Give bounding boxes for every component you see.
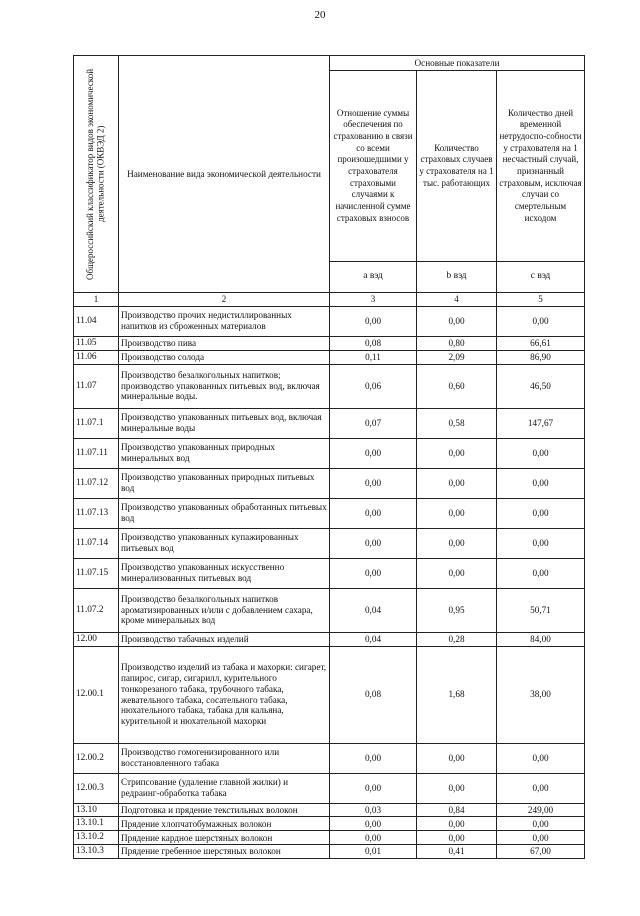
indicator-b-cell: 0,28 — [417, 632, 497, 646]
indicators-group-label: Основные показатели — [414, 57, 500, 68]
table-row — [74, 632, 585, 646]
activity-name-cell: Производство солода — [119, 350, 330, 364]
indicator-b-cell: 0,41 — [417, 845, 497, 859]
table-row — [74, 528, 585, 558]
column-number: 4 — [417, 293, 497, 307]
indicator-b-cell: 0,80 — [417, 336, 497, 350]
activity-name-cell: Производство безалкогольных напитков ароматизированных и/или с добавлением сахара, кроме минеральных вод — [119, 588, 330, 632]
indicator-a-cell: 0,04 — [330, 632, 417, 646]
indicator-c-cell: 38,00 — [497, 646, 585, 743]
indicator-b-cell: 0,00 — [417, 831, 497, 845]
okved-code-cell: 11.07.12 — [74, 468, 119, 498]
activity-name-cell: Производство прочих недистиллированных напитков из сброженных материалов — [119, 306, 330, 336]
activity-header — [119, 56, 330, 293]
indicator-b-cell: 2,09 — [417, 350, 497, 364]
activity-name-cell: Подготовка и прядение текстильных волокон — [119, 803, 330, 817]
col-a-header — [330, 71, 417, 262]
table-row — [74, 408, 585, 438]
activity-name-cell: Производство табачных изделий — [119, 632, 330, 646]
indicator-a-cell: 0,00 — [330, 558, 417, 588]
indicator-c-cell: 0,00 — [497, 743, 585, 773]
table-row — [74, 350, 585, 364]
indicator-a-cell: 0,00 — [330, 743, 417, 773]
indicator-c-cell: 67,00 — [497, 845, 585, 859]
indicator-c-cell: 0,00 — [497, 468, 585, 498]
indicator-b-cell: 0,00 — [417, 528, 497, 558]
table-row — [74, 773, 585, 803]
col-b-label: Количество страховых случаев у страхователя на 1 тыс. работающих — [419, 142, 494, 188]
col-c-header — [497, 71, 585, 262]
column-number: 2 — [119, 293, 330, 307]
table-row — [74, 306, 585, 336]
activity-name-cell: Прядение гребенное шерстяных волокон — [119, 845, 330, 859]
indicator-c-cell: 66,61 — [497, 336, 585, 350]
indicator-b-cell: 0,00 — [417, 743, 497, 773]
indicator-c-cell: 147,67 — [497, 408, 585, 438]
table-body — [74, 306, 585, 859]
indicator-c-cell: 0,00 — [497, 773, 585, 803]
indicator-c-cell: 0,00 — [497, 558, 585, 588]
indicator-c-cell: 0,00 — [497, 528, 585, 558]
okved-code-cell: 11.07.2 — [74, 588, 119, 632]
table-row — [74, 743, 585, 773]
okved-code-cell: 11.07.1 — [74, 408, 119, 438]
col-b-header — [417, 71, 497, 262]
indicator-c-cell: 0,00 — [497, 498, 585, 528]
indicator-b-cell: 0,00 — [417, 306, 497, 336]
activity-name-cell: Производство упакованных природных минеральных вод — [119, 438, 330, 468]
table-row — [74, 845, 585, 859]
indicator-a-cell: 0,08 — [330, 646, 417, 743]
table-row — [74, 831, 585, 845]
indicator-b-cell: 0,00 — [417, 438, 497, 468]
indicator-c-cell: 84,00 — [497, 632, 585, 646]
col-c-label: Количество дней временной нетрудоспо-собности у страхователя на 1 несчастный случай, признанный страховым, исключая случаи со смертельным исходом — [499, 107, 582, 223]
activity-name-cell: Производство гомогенизированного или восстановленного табака — [119, 743, 330, 773]
indicator-b-cell: 0,00 — [417, 773, 497, 803]
indicator-b-cell: 0,84 — [417, 803, 497, 817]
okved-code-cell: 11.07 — [74, 364, 119, 408]
indicator-a-cell: 0,03 — [330, 803, 417, 817]
indicator-a-cell: 0,04 — [330, 588, 417, 632]
activity-name-cell: Стрипсование (удаление главной жилки) и редраинг-обработка табака — [119, 773, 330, 803]
indicator-a-cell: 0,06 — [330, 364, 417, 408]
okved-code-cell: 11.06 — [74, 350, 119, 364]
indicator-a-cell: 0,00 — [330, 773, 417, 803]
column-number: 3 — [330, 293, 417, 307]
indicator-c-cell: 46,50 — [497, 364, 585, 408]
table-row — [74, 336, 585, 350]
okved-header-label: Общероссийский классификатор видов экономической деятельности (ОКВЭД 2) — [85, 68, 106, 280]
indicators-group-header — [330, 56, 585, 71]
col-a-label: Отношение суммы обеспечения по страхованию в связи со всеми произошедшими у страхователя страховыми случаями к начисленной сумме страховых взносов — [333, 107, 413, 223]
okved-code-cell: 11.07.11 — [74, 438, 119, 468]
okved-code-cell: 11.05 — [74, 336, 119, 350]
indicator-c-cell: 0,00 — [497, 817, 585, 831]
indicator-b-cell: 0,60 — [417, 364, 497, 408]
activity-name-cell: Прядение хлопчатобумажных волокон — [119, 817, 330, 831]
indicator-a-cell: 0,00 — [330, 831, 417, 845]
column-number: 5 — [497, 293, 585, 307]
okved-code-cell: 13.10.2 — [74, 831, 119, 845]
indicator-b-cell: 0,58 — [417, 408, 497, 438]
activity-name-cell: Производство упакованных искусственно минерализованных питьевых вод — [119, 558, 330, 588]
col-b-symbol: b вэд — [417, 262, 497, 293]
okved-code-cell: 13.10.1 — [74, 817, 119, 831]
activity-header-label: Наименование вида экономической деятельности — [127, 168, 321, 179]
activity-name-cell: Производство упакованных обработанных питьевых вод — [119, 498, 330, 528]
col-c-symbol: c вэд — [497, 262, 585, 293]
indicator-b-cell: 0,00 — [417, 817, 497, 831]
okved-code-cell: 11.07.15 — [74, 558, 119, 588]
table-row — [74, 498, 585, 528]
indicator-b-cell: 1,68 — [417, 646, 497, 743]
okved-header — [74, 56, 119, 293]
indicator-a-cell: 0,00 — [330, 498, 417, 528]
col-a-symbol: a вэд — [330, 262, 417, 293]
indicators-table — [73, 55, 585, 859]
indicator-b-cell: 0,00 — [417, 468, 497, 498]
okved-code-cell: 13.10 — [74, 803, 119, 817]
indicator-a-cell: 0,07 — [330, 408, 417, 438]
okved-code-cell: 11.07.14 — [74, 528, 119, 558]
indicator-a-cell: 0,00 — [330, 817, 417, 831]
table-row — [74, 558, 585, 588]
activity-name-cell: Производство безалкогольных напитков; производство упакованных питьевых вод, включая минеральные воды. — [119, 364, 330, 408]
okved-code-cell: 12.00.3 — [74, 773, 119, 803]
okved-code-cell: 11.04 — [74, 306, 119, 336]
indicator-a-cell: 0,11 — [330, 350, 417, 364]
indicator-c-cell: 0,00 — [497, 831, 585, 845]
okved-code-cell: 13.10.3 — [74, 845, 119, 859]
indicator-a-cell: 0,00 — [330, 306, 417, 336]
indicator-b-cell: 0,95 — [417, 588, 497, 632]
table-row — [74, 817, 585, 831]
activity-name-cell: Производство упакованных питьевых вод, включая минеральные воды — [119, 408, 330, 438]
indicator-a-cell: 0,08 — [330, 336, 417, 350]
indicator-a-cell: 0,00 — [330, 528, 417, 558]
okved-code-cell: 11.07.13 — [74, 498, 119, 528]
activity-name-cell: Производство изделий из табака и махорки: сигарет, папирос, сигар, сигарилл, курительного тонкорезаного табака, трубочного табака, жевательного табака, сосательного табака, нюхательного табака, табака для кальяна, курительной и нюхательной махорки — [119, 646, 330, 743]
indicator-a-cell: 0,01 — [330, 845, 417, 859]
table-row — [74, 803, 585, 817]
indicator-a-cell: 0,00 — [330, 438, 417, 468]
indicator-b-cell: 0,00 — [417, 498, 497, 528]
indicator-c-cell: 0,00 — [497, 306, 585, 336]
column-number: 1 — [74, 293, 119, 307]
table-row — [74, 364, 585, 408]
indicator-c-cell: 249,00 — [497, 803, 585, 817]
indicator-c-cell: 0,00 — [497, 438, 585, 468]
indicator-b-cell: 0,00 — [417, 558, 497, 588]
table-row — [74, 588, 585, 632]
indicator-c-cell: 86,90 — [497, 350, 585, 364]
table-row — [74, 468, 585, 498]
activity-name-cell: Производство упакованных купажированных питьевых вод — [119, 528, 330, 558]
okved-code-cell: 12.00.2 — [74, 743, 119, 773]
indicator-a-cell: 0,00 — [330, 468, 417, 498]
column-numbers-row — [74, 293, 585, 307]
activity-name-cell: Производство пива — [119, 336, 330, 350]
table-row — [74, 646, 585, 743]
okved-code-cell: 12.00 — [74, 632, 119, 646]
activity-name-cell: Прядение кардное шерстяных волокон — [119, 831, 330, 845]
okved-code-cell: 12.00.1 — [74, 646, 119, 743]
page-number: 20 — [314, 9, 326, 21]
indicator-c-cell: 50,71 — [497, 588, 585, 632]
table-row — [74, 438, 585, 468]
activity-name-cell: Производство упакованных природных питьевых вод — [119, 468, 330, 498]
